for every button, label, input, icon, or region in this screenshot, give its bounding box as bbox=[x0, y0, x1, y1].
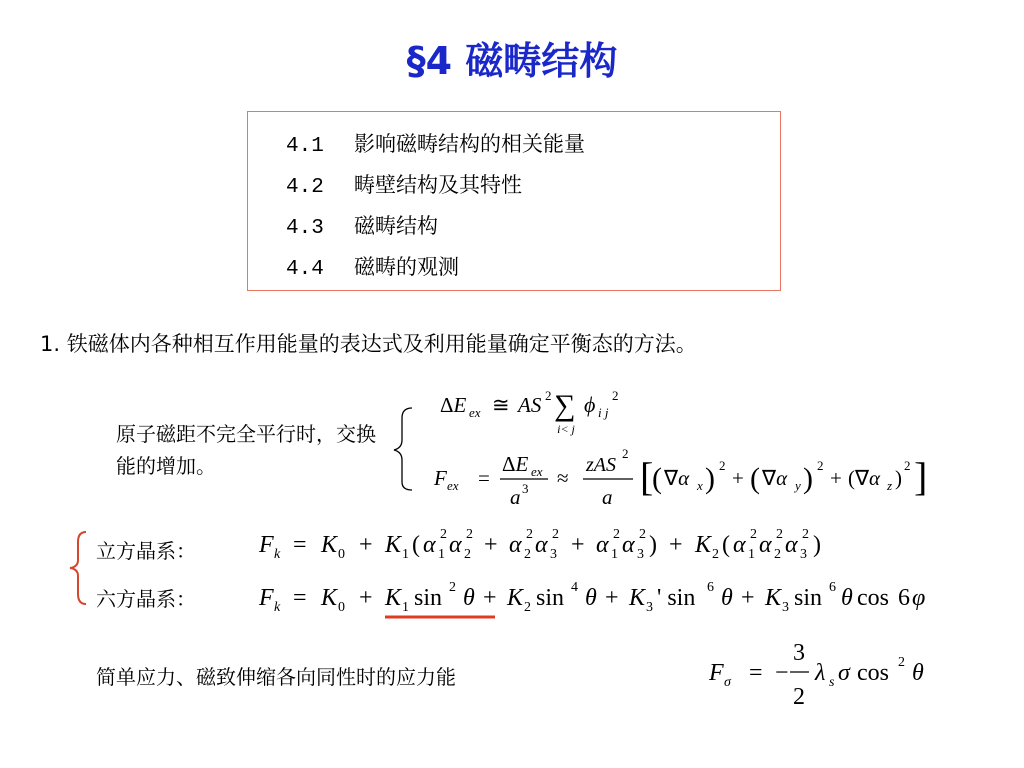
svg-text:2: 2 bbox=[622, 446, 629, 461]
svg-text:k: k bbox=[274, 547, 281, 562]
svg-text:α: α bbox=[785, 532, 798, 558]
svg-text:=: = bbox=[749, 660, 763, 686]
toc-item-number: 4.4 bbox=[286, 258, 324, 281]
svg-text:ex: ex bbox=[531, 464, 543, 479]
svg-text:σ: σ bbox=[724, 675, 731, 690]
svg-text:1: 1 bbox=[402, 547, 409, 562]
svg-text:2: 2 bbox=[526, 527, 533, 542]
svg-text:2: 2 bbox=[552, 527, 559, 542]
svg-text:θ: θ bbox=[721, 585, 733, 611]
svg-text:2: 2 bbox=[904, 458, 911, 473]
toc-item-text: 影响磁畴结构的相关能量 bbox=[354, 132, 585, 156]
svg-text:3: 3 bbox=[800, 547, 807, 562]
toc-item-number: 4.1 bbox=[286, 135, 324, 158]
exchange-brace bbox=[394, 408, 412, 490]
svg-text:AS: AS bbox=[518, 393, 542, 417]
toc-item-number: 4.2 bbox=[286, 176, 324, 199]
svg-text:θ: θ bbox=[463, 585, 475, 611]
toc-item bbox=[286, 169, 522, 199]
svg-text:ex: ex bbox=[469, 405, 481, 420]
svg-text:K: K bbox=[695, 532, 712, 558]
svg-text:F: F bbox=[709, 660, 724, 686]
svg-text:2: 2 bbox=[449, 580, 456, 595]
svg-text:+: + bbox=[605, 585, 619, 611]
toc-item bbox=[286, 128, 585, 158]
svg-text:∇α: ∇α bbox=[762, 466, 788, 490]
toc-item-number: 4.3 bbox=[286, 217, 324, 240]
svg-text:cos: cos bbox=[857, 585, 889, 611]
svg-text:θ: θ bbox=[912, 660, 924, 686]
svg-text:y: y bbox=[795, 478, 801, 493]
svg-text:=: = bbox=[478, 466, 490, 490]
svg-text:1: 1 bbox=[402, 600, 409, 615]
svg-text:1: 1 bbox=[611, 547, 618, 562]
svg-text:θ: θ bbox=[841, 585, 853, 611]
svg-text:2: 2 bbox=[612, 388, 619, 403]
svg-text:6: 6 bbox=[707, 580, 714, 595]
svg-text:K: K bbox=[385, 532, 402, 558]
svg-text:1: 1 bbox=[438, 547, 445, 562]
cubic-anisotropy-formula bbox=[255, 522, 975, 568]
svg-text:i< j: i< j bbox=[557, 422, 575, 436]
toc-item-text: 磁畴的观测 bbox=[354, 255, 459, 279]
svg-text:α: α bbox=[759, 532, 772, 558]
svg-text:K: K bbox=[507, 585, 524, 611]
svg-text:6: 6 bbox=[898, 585, 910, 611]
svg-text:2: 2 bbox=[613, 527, 620, 542]
svg-text:1: 1 bbox=[748, 547, 755, 562]
svg-text:+: + bbox=[571, 532, 585, 558]
svg-text:2: 2 bbox=[440, 527, 447, 542]
svg-text:2: 2 bbox=[750, 527, 757, 542]
svg-text:[: [ bbox=[640, 454, 654, 499]
hexagonal-system-label: 六方晶系： bbox=[96, 587, 196, 611]
svg-text:2: 2 bbox=[793, 684, 805, 710]
svg-text:F: F bbox=[434, 466, 447, 490]
svg-text:3: 3 bbox=[637, 547, 644, 562]
svg-text:k: k bbox=[274, 600, 281, 615]
svg-text:(: ( bbox=[412, 532, 420, 558]
svg-text:2: 2 bbox=[524, 600, 531, 615]
svg-text:): ) bbox=[803, 462, 813, 495]
svg-text:ΔE: ΔE bbox=[502, 452, 529, 476]
crystal-system-brace bbox=[62, 528, 92, 608]
svg-text:K: K bbox=[321, 585, 338, 611]
svg-text:(: ( bbox=[750, 462, 760, 495]
svg-text:z: z bbox=[887, 478, 893, 493]
svg-text:2: 2 bbox=[898, 655, 905, 670]
svg-text:=: = bbox=[293, 585, 307, 611]
svg-text:2: 2 bbox=[545, 388, 552, 403]
svg-text:+: + bbox=[483, 585, 497, 611]
svg-text:φ: φ bbox=[912, 585, 926, 611]
exchange-energy-sum-formula bbox=[440, 388, 619, 436]
svg-text:2: 2 bbox=[776, 527, 783, 542]
svg-text:+: + bbox=[359, 585, 373, 611]
svg-text:2: 2 bbox=[719, 458, 726, 473]
svg-text:F: F bbox=[259, 585, 274, 611]
svg-text:2: 2 bbox=[712, 547, 719, 562]
stress-energy-label: 简单应力、磁致伸缩各向同性时的应力能 bbox=[96, 665, 456, 689]
svg-text:∇α: ∇α bbox=[664, 466, 690, 490]
svg-text:3: 3 bbox=[646, 600, 653, 615]
svg-text:sin: sin bbox=[536, 585, 565, 611]
svg-text:K: K bbox=[629, 585, 646, 611]
svg-text:3: 3 bbox=[782, 600, 789, 615]
svg-text:2: 2 bbox=[466, 527, 473, 542]
toc-item-text: 畴壁结构及其特性 bbox=[354, 173, 522, 197]
slide-title: §4 磁畴结构 bbox=[406, 39, 618, 83]
svg-text:+: + bbox=[669, 532, 683, 558]
svg-text:zAS: zAS bbox=[586, 454, 616, 476]
svg-text:θ: θ bbox=[585, 585, 597, 611]
toc-item bbox=[286, 251, 459, 281]
svg-text:=: = bbox=[293, 532, 307, 558]
exchange-energy-gradient-formula bbox=[433, 446, 927, 509]
svg-text:ϕ: ϕ bbox=[584, 392, 596, 417]
svg-text:a: a bbox=[510, 485, 521, 509]
svg-text:2: 2 bbox=[802, 527, 809, 542]
svg-text:∑: ∑ bbox=[554, 389, 576, 422]
svg-text:+: + bbox=[741, 585, 755, 611]
svg-text:a: a bbox=[602, 485, 613, 509]
svg-text:K: K bbox=[385, 585, 402, 611]
svg-text:≈: ≈ bbox=[557, 466, 569, 490]
svg-text:2: 2 bbox=[774, 547, 781, 562]
svg-text:x: x bbox=[697, 478, 703, 493]
svg-text:K: K bbox=[321, 532, 338, 558]
svg-text:α: α bbox=[733, 532, 746, 558]
svg-text:]: ] bbox=[914, 454, 928, 499]
svg-text:(: ( bbox=[722, 532, 730, 558]
svg-text:): ) bbox=[649, 532, 657, 558]
exchange-energy-note: 原子磁距不完全平行时，交换能的增加。 bbox=[116, 422, 376, 478]
hexagonal-anisotropy-formula bbox=[255, 573, 1015, 623]
stress-energy-formula bbox=[705, 628, 965, 738]
svg-text:ex: ex bbox=[447, 478, 459, 493]
toc-item-text: 磁畴结构 bbox=[354, 214, 438, 238]
toc-item bbox=[286, 210, 438, 240]
svg-text:3: 3 bbox=[550, 547, 557, 562]
svg-text:F: F bbox=[259, 532, 274, 558]
svg-text:≅: ≅ bbox=[492, 393, 510, 417]
svg-text:(∇α: (∇α bbox=[848, 466, 881, 490]
svg-text:+: + bbox=[359, 532, 373, 558]
point-1-text: 1. 铁磁体内各种相互作用能量的表达式及利用能量确定平衡态的方法。 bbox=[40, 332, 697, 356]
svg-text:2: 2 bbox=[639, 527, 646, 542]
svg-text:α: α bbox=[622, 532, 635, 558]
svg-text:K: K bbox=[765, 585, 782, 611]
toc-box bbox=[247, 111, 781, 291]
svg-text:α: α bbox=[423, 532, 436, 558]
svg-text:sin: sin bbox=[794, 585, 823, 611]
svg-text:' sin: ' sin bbox=[657, 585, 696, 611]
svg-text:−: − bbox=[775, 660, 789, 686]
svg-text:2: 2 bbox=[464, 547, 471, 562]
svg-text:+: + bbox=[830, 466, 842, 490]
svg-text:0: 0 bbox=[338, 600, 345, 615]
svg-text:λ: λ bbox=[815, 660, 826, 686]
svg-text:+: + bbox=[484, 532, 498, 558]
exchange-energy-formulas bbox=[390, 378, 990, 518]
svg-text:(: ( bbox=[652, 462, 662, 495]
svg-text:3: 3 bbox=[793, 640, 805, 666]
svg-text:2: 2 bbox=[524, 547, 531, 562]
svg-text:): ) bbox=[705, 462, 715, 495]
svg-text:α: α bbox=[535, 532, 548, 558]
svg-text:α: α bbox=[509, 532, 522, 558]
svg-text:3: 3 bbox=[522, 481, 529, 496]
svg-text:6: 6 bbox=[829, 580, 836, 595]
svg-text:s: s bbox=[829, 675, 835, 690]
cubic-system-label: 立方晶系： bbox=[96, 539, 196, 563]
svg-text:ΔE: ΔE bbox=[440, 393, 467, 417]
svg-text:+: + bbox=[732, 466, 744, 490]
svg-text:cos: cos bbox=[857, 660, 889, 686]
svg-text:0: 0 bbox=[338, 547, 345, 562]
svg-text:i j: i j bbox=[598, 405, 609, 420]
svg-text:): ) bbox=[813, 532, 821, 558]
svg-text:2: 2 bbox=[817, 458, 824, 473]
svg-text:α: α bbox=[449, 532, 462, 558]
svg-text:α: α bbox=[596, 532, 609, 558]
svg-text:sin: sin bbox=[414, 585, 443, 611]
svg-text:σ: σ bbox=[838, 660, 850, 686]
svg-text:): ) bbox=[895, 466, 902, 490]
svg-text:4: 4 bbox=[571, 580, 578, 595]
